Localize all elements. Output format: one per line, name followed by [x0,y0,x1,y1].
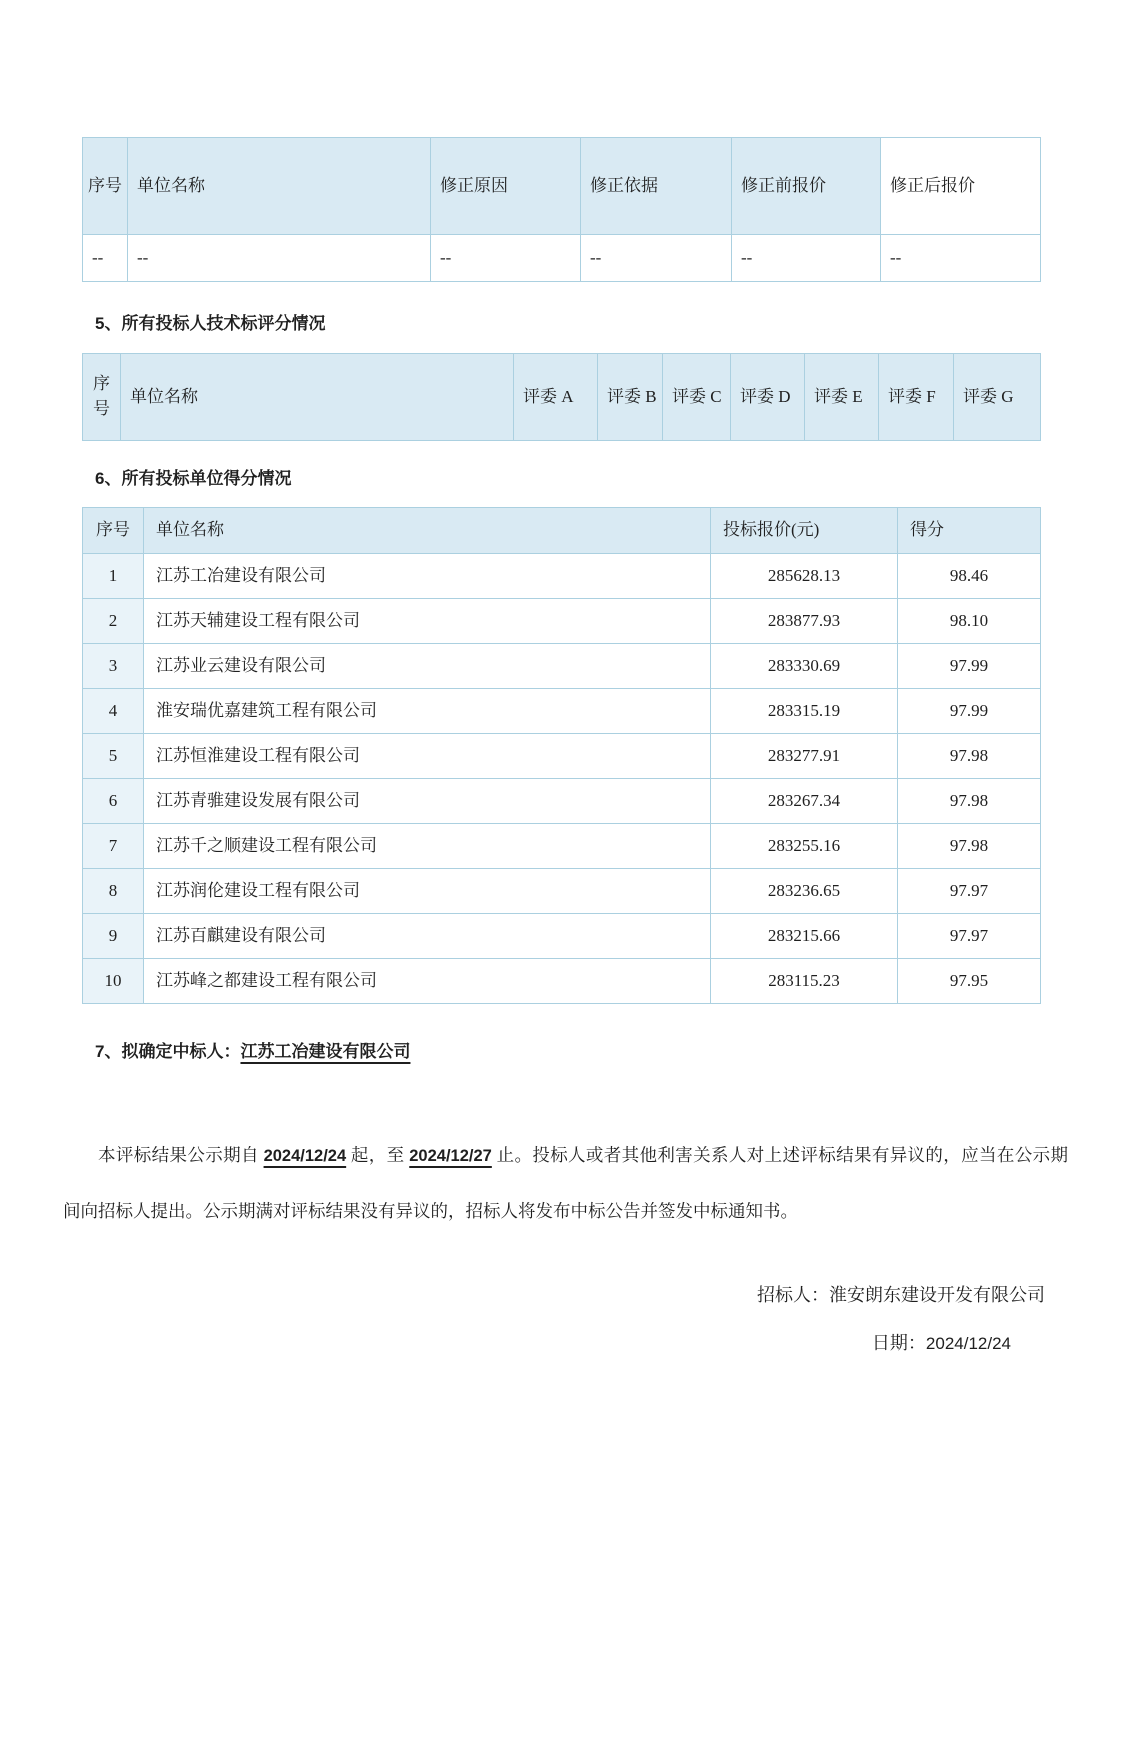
cell-score: 98.46 [898,554,1041,599]
notice-start-date: 2024/12/24 [263,1147,347,1165]
header-cell-price-before: 修正前报价 [732,138,881,235]
winner-label: 拟确定中标人： [121,1042,241,1061]
cell-score: 97.99 [898,689,1041,734]
cell-price: 283877.93 [711,599,898,644]
cell-score: 97.99 [898,644,1041,689]
header-cell-judge-b: 评委 B [598,354,663,441]
date-value: 2024/12/24 [925,1334,1011,1353]
section-7-heading [95,1040,1131,1064]
cell-index: 10 [83,959,144,1004]
correction-table [82,137,1041,282]
tenderer-signature-line: 招标人：淮安朗东建设开发有限公司 [757,1285,1045,1305]
score-table-header-row [83,508,1041,554]
cell-company: 江苏润伦建设工程有限公司 [144,869,711,914]
cell-price: 285628.13 [711,554,898,599]
header-cell-judge-e: 评委 E [805,354,879,441]
cell-price: 283215.66 [711,914,898,959]
table-row [83,959,1041,1004]
cell-company: 江苏峰之都建设工程有限公司 [144,959,711,1004]
cell: -- [581,235,732,282]
section-title: 所有投标单位得分情况 [121,469,292,488]
table-row [83,689,1041,734]
cell-score: 97.97 [898,914,1041,959]
cell-score: 97.98 [898,734,1041,779]
cell-index: 2 [83,599,144,644]
header-cell-reason: 修正原因 [431,138,581,235]
header-cell-judge-c: 评委 C [663,354,731,441]
notice-end-date: 2024/12/27 [409,1147,492,1165]
cell-index: 3 [83,644,144,689]
header-cell-company: 单位名称 [144,508,711,554]
cell-index: 7 [83,824,144,869]
correction-table-header-row [83,138,1041,235]
header-cell-price: 投标报价(元) [711,508,898,554]
cell-price: 283315.19 [711,689,898,734]
cell: -- [128,235,431,282]
cell-company: 江苏百麒建设有限公司 [144,914,711,959]
table-row [83,644,1041,689]
header-cell-judge-f: 评委 F [879,354,954,441]
cell-index: 6 [83,779,144,824]
table-row [83,554,1041,599]
table-row [83,779,1041,824]
notice-text: 本评标结果公示期自 [98,1145,264,1165]
header-cell-judge-g: 评委 G [954,354,1041,441]
section-number: 6、 [95,469,122,488]
cell-price: 283115.23 [711,959,898,1004]
cell: -- [732,235,881,282]
cell-company: 淮安瑞优嘉建筑工程有限公司 [144,689,711,734]
date-label: 日期： [871,1333,926,1353]
header-cell-basis: 修正依据 [581,138,732,235]
cell-index: 1 [83,554,144,599]
header-cell-company: 单位名称 [128,138,431,235]
cell-company: 江苏天辅建设工程有限公司 [144,599,711,644]
cell-company: 江苏青骓建设发展有限公司 [144,779,711,824]
header-cell-index: 序号 [83,508,144,554]
cell-score: 97.95 [898,959,1041,1004]
cell-score: 97.98 [898,779,1041,824]
notice-text: 起，至 [346,1145,410,1165]
section-5-heading [95,312,1131,336]
cell-index: 9 [83,914,144,959]
cell-score: 97.97 [898,869,1041,914]
table-row [83,869,1041,914]
cell-price: 283330.69 [711,644,898,689]
cell: -- [881,235,1041,282]
cell-company: 江苏业云建设有限公司 [144,644,711,689]
header-cell-price-after: 修正后报价 [881,138,1041,235]
cell-index: 5 [83,734,144,779]
cell-index: 8 [83,869,144,914]
section-6-heading [95,467,1131,491]
section-number: 5、 [95,314,122,333]
cell: -- [431,235,581,282]
header-cell-judge-a: 评委 A [514,354,598,441]
cell-company: 江苏工冶建设有限公司 [144,554,711,599]
header-cell-judge-d: 评委 D [731,354,805,441]
header-cell-score: 得分 [898,508,1041,554]
cell-company: 江苏恒淮建设工程有限公司 [144,734,711,779]
table-row [83,914,1041,959]
cell-price: 283267.34 [711,779,898,824]
section-title: 所有投标人技术标评分情况 [121,314,326,333]
table-row [83,599,1041,644]
score-table [82,507,1041,1004]
tech-score-table [82,353,1041,441]
cell-score: 98.10 [898,599,1041,644]
cell-price: 283236.65 [711,869,898,914]
header-cell-index: 序号 [83,138,128,235]
tech-score-header-row [83,354,1041,441]
cell-index: 4 [83,689,144,734]
cell-price: 283277.91 [711,734,898,779]
notice-text: 止。投标人或者其他利害关系人对上述评标结果有异议的，应当在公示期间向招标人提出。公示期满对评标结果没有异议的，招标人将发布中标公告并签发中标通知书。 [63,1145,1069,1221]
correction-table-row [83,235,1041,282]
signature-date-line [0,1331,1011,1356]
section-number: 7、 [95,1042,122,1061]
cell-score: 97.98 [898,824,1041,869]
table-row [83,824,1041,869]
cell-company: 江苏千之顺建设工程有限公司 [144,824,711,869]
header-cell-company: 单位名称 [121,354,514,441]
public-notice-paragraph [63,1128,1068,1239]
header-cell-index: 序号 [83,354,121,441]
cell-price: 283255.16 [711,824,898,869]
cell: -- [83,235,128,282]
winner-name: 江苏工冶建设有限公司 [240,1042,411,1061]
table-row [83,734,1041,779]
